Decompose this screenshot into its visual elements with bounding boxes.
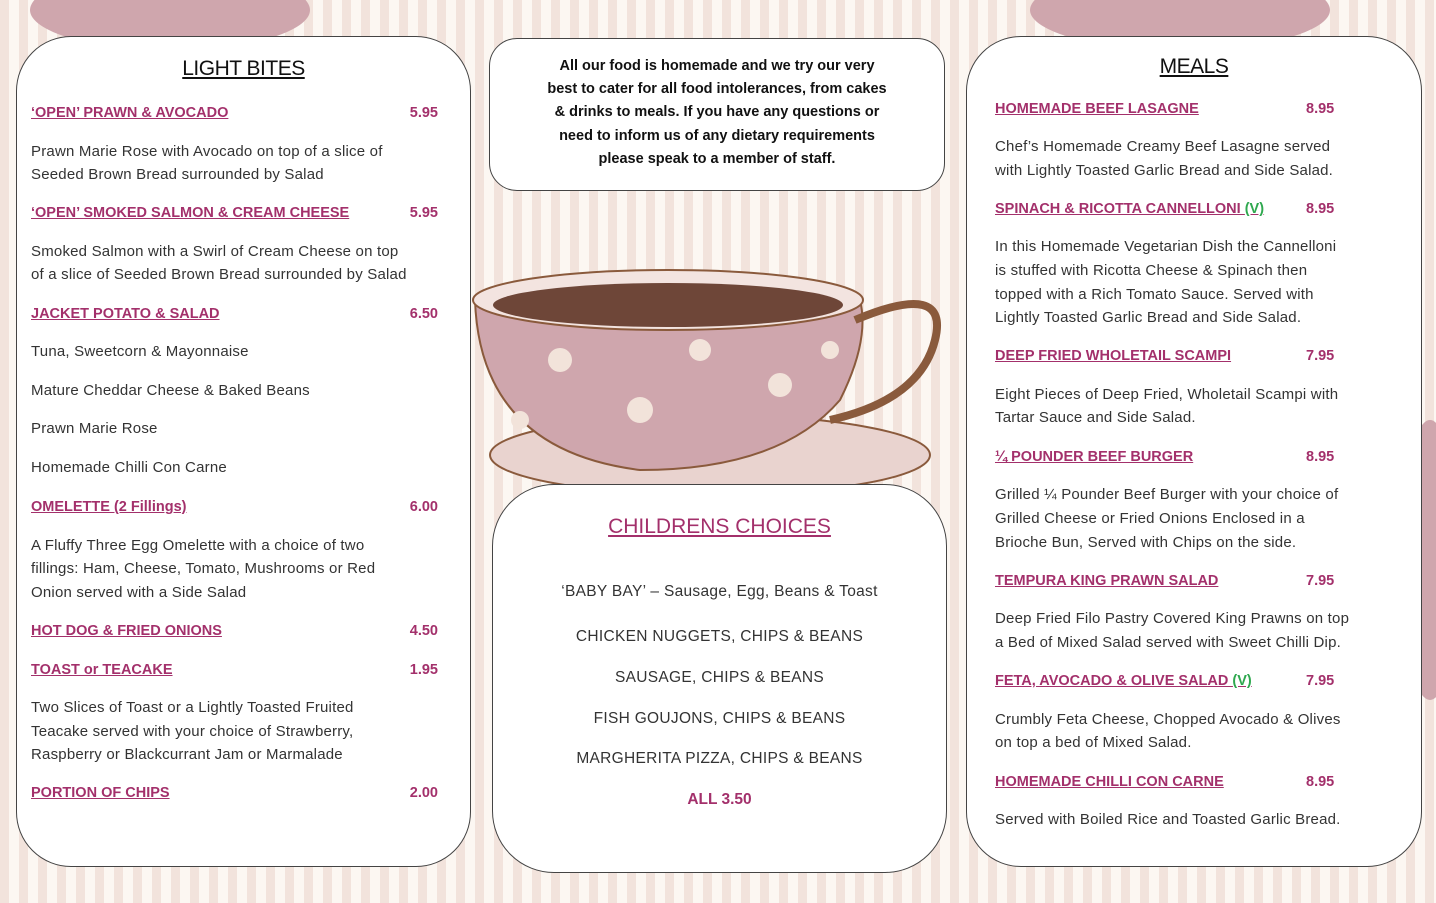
notice-panel	[489, 38, 945, 191]
menu-item-description: is stuffed with Ricotta Cheese & Spinach then	[995, 262, 1308, 279]
vegetarian-badge: (V)	[1244, 201, 1265, 217]
childrens-item: ‘BABY BAY’ – Sausage, Egg, Beans & Toast	[561, 583, 878, 600]
menu-item-title	[995, 772, 1224, 792]
menu-item-title	[995, 346, 1231, 366]
menu-item-description: Deep Fried Filo Pastry Covered King Prawns on top	[995, 610, 1350, 627]
menu-item-description: Seeded Brown Bread surrounded by Salad	[31, 166, 324, 183]
vegetarian-badge: (V)	[1232, 673, 1252, 689]
menu-item-price: 8.95	[1306, 449, 1335, 465]
menu-item-description: Homemade Chilli Con Carne	[31, 459, 227, 476]
menu-item-description: A Fluffy Three Egg Omelette with a choice of two	[31, 537, 365, 554]
menu-item-price: 6.00	[409, 499, 438, 515]
menu-item-title: TOAST or TEACAKE	[31, 662, 173, 678]
meals-panel	[966, 36, 1422, 867]
notice-line: please speak to a member of staff.	[598, 151, 836, 167]
menu-item-title	[995, 447, 1193, 467]
menu-item-description: topped with a Rich Tomato Sauce. Served with	[995, 286, 1314, 303]
menu-item-title: ‘OPEN’ PRAWN & AVOCADO	[31, 105, 229, 121]
menu-item-title: OMELETTE (2 Fillings)	[31, 499, 187, 515]
menu-item-name: HOMEMADE BEEF LASAGNE	[995, 101, 1199, 117]
childrens-heading: CHILDRENS CHOICES	[608, 515, 831, 538]
menu-item-price: 5.95	[409, 105, 438, 121]
menu-item-name: HOMEMADE CHILLI CON CARNE	[995, 774, 1224, 790]
light-bites-panel	[16, 36, 471, 867]
menu-item-description: Lightly Toasted Garlic Bread and Side Salad.	[995, 309, 1302, 326]
menu-item-description: Served with Boiled Rice and Toasted Garlic Bread.	[995, 811, 1341, 828]
menu-item-description: Grilled Cheese or Fried Onions Enclosed in a	[995, 510, 1305, 527]
childrens-item: MARGHERITA PIZZA, CHIPS & BEANS	[576, 750, 863, 767]
notice-line: need to inform us of any dietary requirements	[559, 128, 875, 144]
notice-line: best to cater for all food intolerances, from cakes	[547, 81, 887, 97]
menu-item-description: Teacake served with your choice of Strawberry,	[31, 723, 354, 740]
menu-item-title: PORTION OF CHIPS	[31, 785, 170, 801]
menu-item-description: Brioche Bun, Served with Chips on the side.	[995, 534, 1297, 551]
menu-item-name: ¼ POUNDER BEEF BURGER	[995, 449, 1194, 465]
notice-line: All our food is homemade and we try our very	[559, 58, 875, 74]
menu-item-description: with Lightly Toasted Garlic Bread and Side Salad.	[995, 162, 1334, 179]
menu-item-price: 6.50	[409, 306, 438, 322]
menu-item-title	[995, 571, 1218, 591]
menu-item-title	[995, 199, 1264, 219]
menu-item-title	[995, 671, 1252, 691]
light-bites-heading: LIGHT BITES	[182, 57, 305, 80]
menu-item-price: 2.00	[409, 785, 438, 801]
menu-item-price: 7.95	[1306, 673, 1335, 689]
menu-item-name: SPINACH & RICOTTA CANNELLONI	[995, 201, 1245, 217]
menu-item-price: 8.95	[1306, 201, 1335, 217]
menu-item-title: ‘OPEN’ SMOKED SALMON & CREAM CHEESE	[31, 205, 350, 221]
menu-item-description: Onion served with a Side Salad	[31, 584, 247, 601]
menu-item-description: Tuna, Sweetcorn & Mayonnaise	[31, 343, 249, 360]
menu-item-name: DEEP FRIED WHOLETAIL SCAMPI	[995, 348, 1232, 364]
menu-item-description: on top a bed of Mixed Salad.	[995, 734, 1192, 751]
menu-item-description: Eight Pieces of Deep Fried, Wholetail Scampi with	[995, 386, 1339, 403]
childrens-choices-panel	[492, 484, 947, 873]
menu-item-description: Tartar Sauce and Side Salad.	[995, 409, 1196, 426]
menu-item-name: FETA, AVOCADO & OLIVE SALAD	[995, 673, 1233, 689]
menu-item-price: 4.50	[409, 623, 438, 639]
menu-item-price: 5.95	[409, 205, 438, 221]
childrens-item: SAUSAGE, CHIPS & BEANS	[614, 669, 825, 686]
menu-item-description: In this Homemade Vegetarian Dish the Cannelloni	[995, 238, 1337, 255]
menu-item-description: Prawn Marie Rose	[31, 420, 158, 437]
meals-heading: MEALS	[1159, 55, 1229, 78]
menu-item-price: 8.95	[1306, 774, 1335, 790]
menu-item-price: 7.95	[1306, 348, 1335, 364]
menu-item-description: Mature Cheddar Cheese & Baked Beans	[31, 382, 310, 399]
menu-item-description: Two Slices of Toast or a Lightly Toasted Fruited	[31, 699, 354, 716]
menu-item-description: fillings: Ham, Cheese, Tomato, Mushrooms or Red	[31, 560, 376, 577]
menu-item-title: HOT DOG & FRIED ONIONS	[31, 623, 222, 639]
menu-item-description: a Bed of Mixed Salad served with Sweet Chilli Dip.	[995, 634, 1341, 651]
childrens-price-all: ALL 3.50	[687, 791, 752, 808]
menu-item-price: 1.95	[409, 662, 438, 678]
menu-item-description: Smoked Salmon with a Swirl of Cream Cheese on top	[31, 243, 399, 260]
menu-item-price: 7.95	[1306, 573, 1335, 589]
menu-item-description: Crumbly Feta Cheese, Chopped Avocado & Olives	[995, 711, 1341, 728]
menu-item-description: Chef’s Homemade Creamy Beef Lasagne served	[995, 138, 1331, 155]
menu-item-title	[995, 99, 1199, 119]
menu-item-description: Prawn Marie Rose with Avocado on top of a slice of	[31, 143, 383, 160]
menu-item-name: TEMPURA KING PRAWN SALAD	[995, 573, 1219, 589]
menu-item-description: Raspberry or Blackcurrant Jam or Marmalade	[31, 746, 343, 763]
menu-item-price: 8.95	[1306, 101, 1335, 117]
childrens-item: CHICKEN NUGGETS, CHIPS & BEANS	[575, 628, 864, 645]
menu-item-title: JACKET POTATO & SALAD	[31, 306, 220, 322]
menu-item-description: of a slice of Seeded Brown Bread surrounded by Salad	[31, 266, 407, 283]
menu-item-description: Grilled ¼ Pounder Beef Burger with your choice of	[995, 486, 1339, 503]
childrens-item: FISH GOUJONS, CHIPS & BEANS	[593, 710, 846, 727]
notice-line: & drinks to meals. If you have any questions or	[554, 104, 880, 120]
